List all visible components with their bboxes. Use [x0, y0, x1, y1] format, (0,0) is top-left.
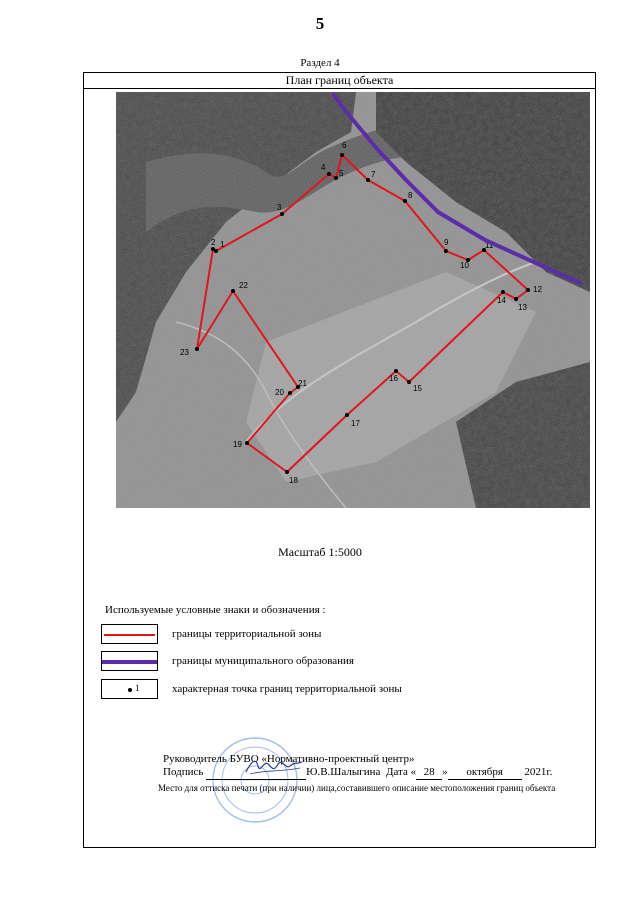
boundary-point-label: 4 [321, 163, 326, 172]
signature-block [163, 753, 552, 780]
date-day: 28 [416, 766, 442, 780]
scale-label: Масштаб 1:5000 [278, 545, 362, 559]
sign-label: Подпись [163, 766, 204, 778]
boundary-point-label: 5 [339, 169, 344, 178]
boundary-point [526, 288, 530, 292]
point-dot-icon [128, 688, 132, 692]
point-symbol-label: 1 [135, 683, 140, 693]
handwritten-signature [244, 756, 304, 778]
boundary-point-label: 17 [351, 419, 360, 428]
boundary-point-label: 21 [298, 379, 307, 388]
boundary-point-label: 22 [239, 281, 248, 290]
boundary-point-label: 16 [389, 374, 398, 383]
boundary-point-label: 20 [275, 388, 284, 397]
purple-line-swatch [102, 660, 157, 664]
head-line: Руководитель БУВО «Нормативно-проектный центр» [163, 753, 415, 765]
boundary-point [231, 289, 235, 293]
boundary-point [285, 470, 289, 474]
date-mid: » [442, 766, 448, 778]
legend-text-municipal: границы муниципального образования [172, 655, 354, 667]
boundary-point-label: 18 [289, 476, 298, 485]
legend-text-boundary: границы территориальной зоны [172, 628, 322, 640]
map-grain [116, 92, 590, 508]
boundary-point-label: 2 [211, 238, 216, 247]
red-line-swatch [104, 634, 155, 636]
boundary-point [280, 212, 284, 216]
official-stamp [210, 735, 300, 825]
boundary-point-label: 7 [371, 170, 376, 179]
boundary-point [407, 380, 411, 384]
boundary-point [366, 178, 370, 182]
aerial-map [116, 92, 590, 508]
legend-text-point: характерная точка границ территориальной зоны [172, 683, 402, 695]
sign-line [163, 766, 552, 780]
boundary-point [211, 247, 215, 251]
boundary-point-label: 23 [180, 348, 189, 357]
date-label: Дата « [385, 766, 417, 778]
legend-title: Используемые условные знаки и обозначения : [105, 604, 326, 616]
boundary-point-label: 1 [220, 240, 225, 249]
boundary-point-label: 12 [533, 285, 542, 294]
boundary-point-label: 10 [460, 261, 469, 270]
date-year: 2021г. [524, 766, 553, 778]
boundary-point [394, 369, 398, 373]
boundary-point [501, 290, 505, 294]
boundary-point [340, 153, 344, 157]
boundary-point [327, 172, 331, 176]
date-month: октября [448, 766, 522, 780]
boundary-point-label: 6 [342, 141, 347, 150]
boundary-point-label: 14 [497, 296, 506, 305]
boundary-point-label: 13 [518, 303, 527, 312]
boundary-point-label: 9 [444, 238, 449, 247]
boundary-point-label: 11 [485, 241, 494, 250]
signer-name: Ю.В.Шалыгина [306, 766, 381, 778]
legend-symbol-point [101, 679, 158, 699]
boundary-point [514, 297, 518, 301]
page-number: 5 [315, 14, 325, 33]
boundary-point [195, 347, 199, 351]
legend-symbol-municipal [101, 651, 158, 671]
boundary-point [345, 413, 349, 417]
boundary-point-label: 15 [413, 384, 422, 393]
section-label: Раздел 4 [300, 57, 340, 69]
boundary-point [245, 441, 249, 445]
boundary-point [444, 249, 448, 253]
plan-title: План границ объекта [83, 72, 596, 89]
legend-symbol-boundary [101, 624, 158, 644]
boundary-point-label: 3 [277, 203, 282, 212]
stamp-place-note: Место для оттиска печати (при наличии) лица,составившего описание местоположения границ объекта [158, 783, 556, 793]
boundary-point [403, 199, 407, 203]
boundary-point [334, 176, 338, 180]
boundary-point-label: 8 [408, 191, 413, 200]
boundary-point [288, 391, 292, 395]
boundary-point-label: 19 [233, 440, 242, 449]
